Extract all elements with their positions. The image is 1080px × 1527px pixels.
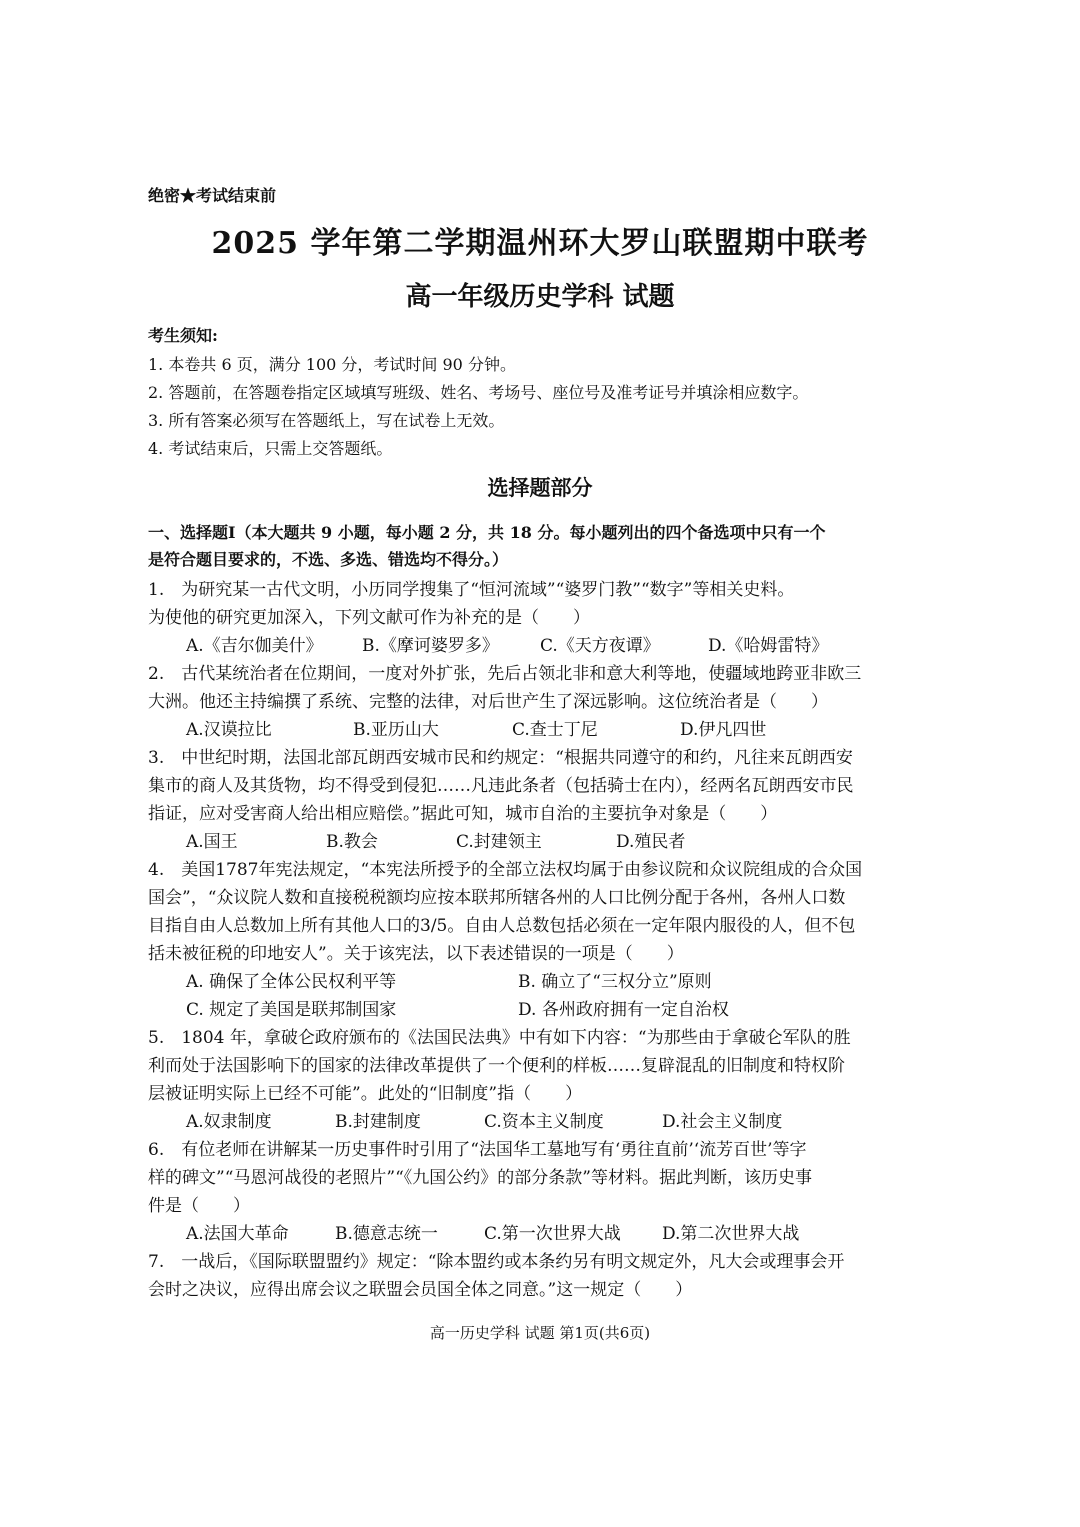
question-1-text: 为使他的研究更加深入，下列文献可作为补充的是（ ） [148,608,590,628]
question-3-option-d: D.殖民者 [616,832,686,852]
question-6-option-d: D.第二次世界大战 [662,1224,800,1244]
confidential-label: 绝密★考试结束前 [148,186,277,205]
question-5-text: 层被证明实际上已经不可能”。此处的“旧制度”指（ ） [148,1084,583,1104]
question-3-option-b: B.教会 [326,832,378,852]
question-5-option-a: A.奴隶制度 [186,1112,272,1132]
question-5-option-c: C.资本主义制度 [484,1112,604,1132]
question-2-option-b: B.亚历山大 [353,720,439,740]
question-6-option-a: A.法国大革命 [186,1224,289,1244]
notice-heading: 考生须知: [148,326,218,345]
exam-subtitle: 高一年级历史学科 试题 [405,282,675,312]
notice-item: 3. 所有答案必须写在答题纸上，写在试卷上无效。 [148,411,505,430]
question-4-option-c: C. 规定了美国是联邦制国家 [186,1000,397,1020]
question-4-text: 目指自由人总数加上所有其他人口的3/5。自由人总数包括必须在一定年限内服役的人，但不包 [148,916,856,936]
question-6-text: 样的碑文”“马恩河战役的老照片”“《九国公约》的部分条款”等材料。据此判断，该历史事 [148,1168,812,1188]
question-6-text: 件是（ ） [148,1196,250,1216]
question-3-option-c: C.封建领主 [456,832,542,852]
question-4-option-b: B. 确立了“三权分立”原则 [518,972,712,992]
section-instructions: 是符合题目要求的，不选、多选、错选均不得分。） [148,550,509,569]
question-5-option-d: D.社会主义制度 [662,1112,783,1132]
question-4-option-a: A. 确保了全体公民权利平等 [186,972,397,992]
question-4-option-d: D. 各州政府拥有一定自治权 [518,1000,729,1020]
exam-title: 2025 学年第二学期温州环大罗山联盟期中联考 [211,226,869,261]
question-2-text: 2. 古代某统治者在位期间，一度对外扩张，先后占领北非和意大利等地，使疆域地跨亚非欧三 [148,664,862,684]
question-2-option-c: C.查士丁尼 [512,720,598,740]
question-4-text: 国会”，“众议院人数和直接税税额均应按本联邦所辖各州的人口比例分配于各州，各州人口数 [148,888,846,908]
question-1-text: 1. 为研究某一古代文明，小历同学搜集了“恒河流域”“婆罗门教”“数字”等相关史料。 [148,580,795,600]
question-5-option-b: B.封建制度 [335,1112,421,1132]
notice-item: 2. 答题前，在答题卷指定区域填写班级、姓名、考场号、座位号及准考证号并填涂相应数字。 [148,383,809,402]
notice-item: 4. 考试结束后，只需上交答题纸。 [148,439,393,458]
question-6-option-b: B.德意志统一 [335,1224,438,1244]
question-2-option-a: A.汉谟拉比 [186,720,272,740]
question-6-text: 6. 有位老师在讲解某一历史事件时引用了“法国华工墓地写有‘勇往直前’‘流芳百世’等字 [148,1140,807,1160]
question-3-text: 集市的商人及其货物，均不得受到侵犯……凡违此条者（包括骑士在内），经两名瓦朗西安市民 [148,776,854,796]
section-title: 选择题部分 [487,475,593,500]
question-7-text: 会时之决议，应得出席会议之联盟会员国全体之同意。”这一规定（ ） [148,1280,693,1300]
question-7-text: 7. 一战后，《国际联盟盟约》规定：“除本盟约或本条约另有明文规定外，凡大会或理事会开 [148,1252,845,1272]
question-3-option-a: A.国王 [186,832,238,852]
question-1-option-d: D.《哈姆雷特》 [708,636,829,656]
question-1-option-c: C.《天方夜谭》 [540,636,660,656]
question-2-text: 大洲。他还主持编撰了系统、完整的法律，对后世产生了深远影响。这位统治者是（ ） [148,692,828,712]
question-3-text: 指证，应对受害商人给出相应赔偿。”据此可知，城市自治的主要抗争对象是（ ） [148,804,778,824]
question-2-option-d: D.伊凡四世 [680,720,767,740]
question-1-option-b: B.《摩诃婆罗多》 [362,636,499,656]
question-4-text: 4. 美国1787年宪法规定，“本宪法所授予的全部立法权均属于由参议院和众议院组成的合众国 [148,860,863,880]
question-4-text: 括未被征税的印地安人”。关于该宪法，以下表述错误的一项是（ ） [148,944,684,964]
question-3-text: 3. 中世纪时期，法国北部瓦朗西安城市民和约规定：“根据共同遵守的和约，凡往来瓦朗西安 [148,748,853,768]
page-footer: 高一历史学科 试题 第1页(共6页) [429,1324,651,1342]
question-5-text: 5. 1804 年，拿破仑政府颁布的《法国民法典》中有如下内容：“为那些由于拿破仑军队的胜 [148,1028,851,1048]
notice-item: 1. 本卷共 6 页，满分 100 分，考试时间 90 分钟。 [148,355,516,374]
section-instructions: 一、选择题Ⅰ（本大题共 9 小题，每小题 2 分，共 18 分。每小题列出的四个备选项中只有一个 [148,523,826,542]
question-1-option-a: A.《吉尔伽美什》 [186,636,323,656]
question-5-text: 利而处于法国影响下的国家的法律改革提供了一个便利的样板……复辟混乱的旧制度和特权阶 [148,1056,845,1076]
question-6-option-c: C.第一次世界大战 [484,1224,621,1244]
